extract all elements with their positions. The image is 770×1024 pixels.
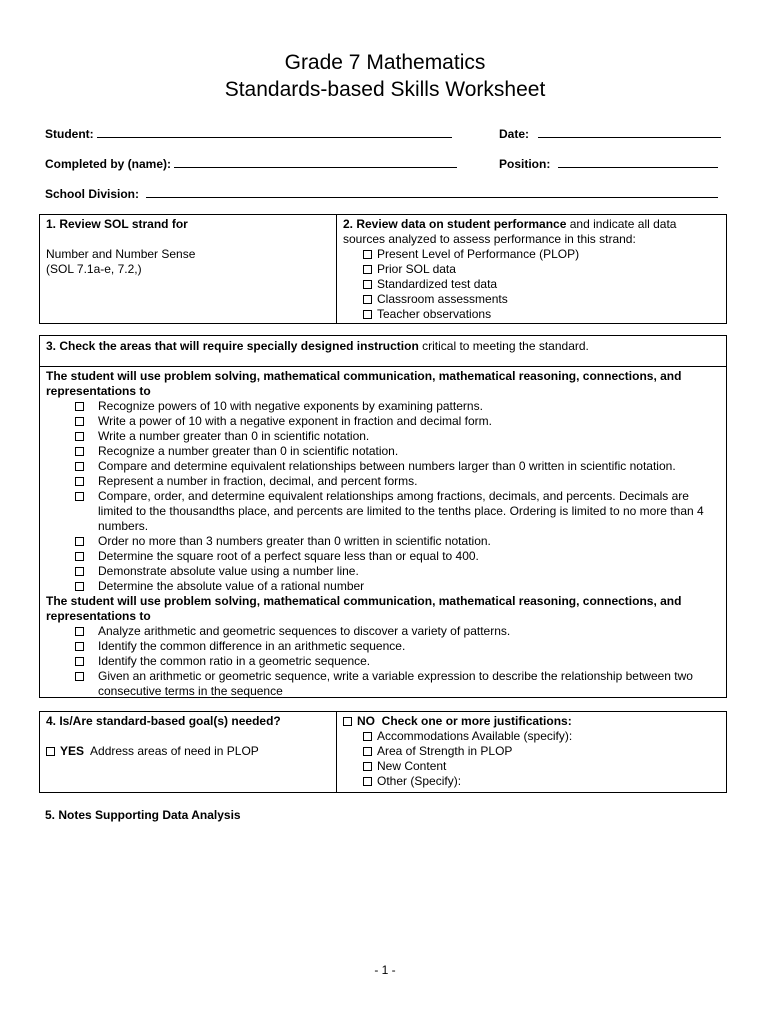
justification-option[interactable]: Accommodations Available (specify): (343, 729, 720, 744)
section-3-heading: 3. Check the areas that will require specially designed instruction critical to meeting the standard. (46, 339, 589, 353)
checkbox-icon[interactable] (75, 462, 84, 471)
section-4-table (39, 711, 727, 793)
school-division-row (45, 187, 718, 201)
justification-option[interactable]: New Content (343, 759, 720, 774)
skill-item[interactable]: Determine the absolute value of a rational number (46, 579, 720, 594)
skill-item[interactable]: Recognize powers of 10 with negative exponents by examining patterns. (46, 399, 720, 414)
section-1-2-table (39, 214, 727, 324)
checkbox-icon[interactable] (75, 552, 84, 561)
checkbox-icon[interactable] (75, 417, 84, 426)
skill-item[interactable]: Compare and determine equivalent relationships between numbers larger than 0 written in scientific notation. (46, 459, 720, 474)
strand-name: Number and Number Sense (46, 247, 196, 261)
checkbox-icon[interactable] (363, 762, 372, 771)
checkbox-icon[interactable] (75, 432, 84, 441)
completed-by-field[interactable] (174, 157, 457, 168)
checkbox-icon[interactable] (363, 747, 372, 756)
data-source-option[interactable]: Standardized test data (343, 277, 720, 292)
student-row (45, 127, 452, 141)
checkbox-icon[interactable] (75, 657, 84, 666)
checkbox-icon[interactable] (363, 280, 372, 289)
checkbox-icon[interactable] (343, 717, 352, 726)
data-source-option[interactable]: Teacher observations (343, 307, 720, 322)
checkbox-icon[interactable] (363, 777, 372, 786)
section-1-heading: 1. Review SOL strand for (46, 217, 188, 231)
checkbox-icon[interactable] (75, 447, 84, 456)
section-2-heading: 2. Review data on student performance and indicate all data sources analyzed to assess performance in this strand: (343, 217, 677, 246)
checkbox-icon[interactable] (75, 627, 84, 636)
checkbox-icon[interactable] (363, 295, 372, 304)
section-4-heading: 4. Is/Are standard-based goal(s) needed? (46, 714, 281, 728)
no-option[interactable]: NO Check one or more justifications: (343, 714, 720, 729)
position-field[interactable] (558, 157, 718, 168)
skill-item[interactable]: Demonstrate absolute value using a number line. (46, 564, 720, 579)
checkbox-icon[interactable] (75, 402, 84, 411)
section-2 (337, 215, 726, 323)
checkbox-icon[interactable] (46, 747, 55, 756)
student-label: Student: (45, 127, 94, 141)
skill-item[interactable]: Represent a number in fraction, decimal, and percent forms. (46, 474, 720, 489)
checkbox-icon[interactable] (75, 477, 84, 486)
position-label: Position: (499, 157, 551, 171)
justification-option[interactable]: Area of Strength in PLOP (343, 744, 720, 759)
skill-item[interactable]: Identify the common difference in an arithmetic sequence. (46, 639, 720, 654)
completed-by-row (45, 157, 457, 171)
skill-item[interactable]: Given an arithmetic or geometric sequence, write a variable expression to describe the relationship between two consecutive terms in the sequence (46, 669, 720, 699)
school-division-field[interactable] (146, 187, 718, 198)
section-4-left (40, 712, 336, 792)
student-field[interactable] (97, 127, 452, 138)
checkbox-icon[interactable] (75, 642, 84, 651)
skill-item[interactable]: Recognize a number greater than 0 in scientific notation. (46, 444, 720, 459)
skill-item[interactable]: Order no more than 3 numbers greater than 0 written in scientific notation. (46, 534, 720, 549)
skill-item[interactable]: Analyze arithmetic and geometric sequences to discover a variety of patterns. (46, 624, 720, 639)
justification-option[interactable]: Other (Specify): (343, 774, 720, 789)
checkbox-icon[interactable] (75, 672, 84, 681)
checkbox-icon[interactable] (75, 537, 84, 546)
date-row (499, 127, 721, 141)
skill-item[interactable]: Identify the common ratio in a geometric sequence. (46, 654, 720, 669)
group-2-intro: The student will use problem solving, mathematical communication, mathematical reasoning, connections, and representations to (46, 594, 682, 623)
checkbox-icon[interactable] (75, 582, 84, 591)
date-field[interactable] (538, 127, 721, 138)
section-3-table (39, 335, 727, 698)
date-label: Date: (499, 127, 530, 141)
section-1 (40, 215, 336, 323)
position-row (499, 157, 718, 171)
page-subtitle: Standards-based Skills Worksheet (224, 78, 546, 101)
data-source-option[interactable]: Present Level of Performance (PLOP) (343, 247, 720, 262)
skill-item[interactable]: Write a power of 10 with a negative exponent in fraction and decimal form. (46, 414, 720, 429)
checkbox-icon[interactable] (363, 250, 372, 259)
checkbox-icon[interactable] (363, 732, 372, 741)
data-source-option[interactable]: Classroom assessments (343, 292, 720, 307)
section-5-heading: 5. Notes Supporting Data Analysis (45, 808, 241, 822)
checkbox-icon[interactable] (363, 310, 372, 319)
skill-item[interactable]: Determine the square root of a perfect square less than or equal to 400. (46, 549, 720, 564)
checkbox-icon[interactable] (75, 567, 84, 576)
checkbox-icon[interactable] (363, 265, 372, 274)
skill-item[interactable]: Write a number greater than 0 in scientific notation. (46, 429, 720, 444)
checkbox-icon[interactable] (75, 492, 84, 501)
sol-reference: (SOL 7.1a-e, 7.2,) (46, 262, 142, 276)
group-1-intro: The student will use problem solving, mathematical communication, mathematical reasoning, connections, and representations to (46, 369, 682, 398)
page-number: - 1 - (374, 963, 396, 977)
section-4-right (337, 712, 726, 792)
school-division-label: School Division: (45, 187, 140, 201)
section-3-content (40, 369, 726, 699)
data-source-option[interactable]: Prior SOL data (343, 262, 720, 277)
completed-by-label: Completed by (name): (45, 157, 172, 171)
yes-option[interactable]: YES Address areas of need in PLOP (46, 744, 330, 759)
skill-item[interactable]: Compare, order, and determine equivalent relationships among fractions, decimals, and percents. Decimals are limited to the thousandths place, and percents are limited to the tenths place. Ordering is limited to no more than 4 numbers. (46, 489, 720, 534)
page-title: Grade 7 Mathematics (284, 51, 486, 74)
